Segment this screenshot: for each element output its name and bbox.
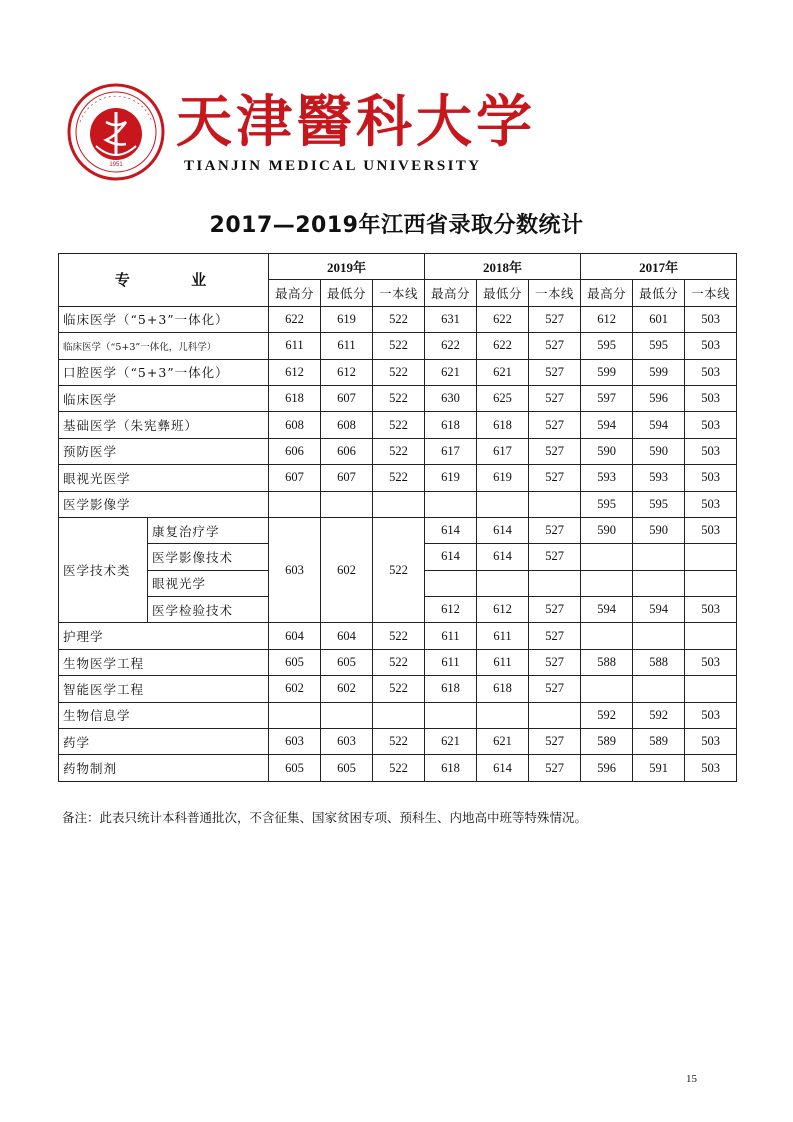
score-cell: 527 — [529, 597, 581, 623]
table-note: 备注：此表只统计本科普通批次，不含征集、国家贫困专项、预科生、内地高中班等特殊情况。 — [62, 810, 588, 825]
table-row — [59, 702, 737, 728]
score-cell: 527 — [529, 544, 581, 570]
score-cell: 611 — [425, 623, 477, 649]
major-name-cell: 药物制剂 — [59, 755, 269, 781]
major-name-cell: 临床医学 — [59, 385, 269, 411]
table-row — [59, 517, 737, 543]
sub-header-min: 最低分 — [321, 280, 373, 306]
score-cell: 612 — [581, 306, 633, 332]
sub-major-name-cell: 医学影像技术 — [148, 544, 269, 570]
score-cell — [425, 491, 477, 517]
document-title: 2017—2019年江西省录取分数统计 — [209, 213, 584, 238]
score-cell: 527 — [529, 385, 581, 411]
score-cell: 594 — [581, 597, 633, 623]
score-cell — [581, 676, 633, 702]
university-logo-english: TIANJIN MEDICAL UNIVERSITY — [184, 158, 482, 174]
score-cell: 602 — [269, 676, 321, 702]
score-cell — [685, 544, 737, 570]
score-cell: 611 — [269, 333, 321, 359]
score-cell: 618 — [425, 755, 477, 781]
score-cell — [581, 544, 633, 570]
score-cell: 605 — [321, 649, 373, 675]
score-cell: 607 — [321, 465, 373, 491]
score-cell: 527 — [529, 755, 581, 781]
score-cell: 588 — [633, 649, 685, 675]
score-cell: 614 — [425, 544, 477, 570]
score-cell — [633, 623, 685, 649]
score-cell: 522 — [373, 676, 425, 702]
score-cell: 503 — [685, 333, 737, 359]
score-cell: 595 — [581, 333, 633, 359]
score-cell: 597 — [581, 385, 633, 411]
score-cell: 608 — [269, 412, 321, 438]
score-cell: 604 — [269, 623, 321, 649]
score-cell: 603 — [321, 729, 373, 755]
score-cell — [477, 702, 529, 728]
score-cell: 527 — [529, 676, 581, 702]
page-number: 15 — [686, 1073, 697, 1085]
score-cell — [685, 623, 737, 649]
score-cell: 599 — [633, 359, 685, 385]
score-cell — [529, 491, 581, 517]
score-cell: 589 — [581, 729, 633, 755]
major-name-cell: 眼视光医学 — [59, 465, 269, 491]
score-cell: 611 — [477, 623, 529, 649]
sub-header-max: 最高分 — [269, 280, 321, 306]
score-cell: 622 — [269, 306, 321, 332]
score-cell: 503 — [685, 438, 737, 464]
score-cell — [685, 676, 737, 702]
score-cell — [477, 491, 529, 517]
score-cell: 605 — [269, 755, 321, 781]
sub-header-min: 最低分 — [633, 280, 685, 306]
score-cell: 527 — [529, 465, 581, 491]
table-row — [59, 465, 737, 491]
score-cell: 590 — [633, 438, 685, 464]
score-cell: 611 — [425, 649, 477, 675]
score-cell: 631 — [425, 306, 477, 332]
major-group-name-cell: 医学技术类 — [59, 517, 148, 623]
sub-major-name-cell: 医学检验技术 — [148, 597, 269, 623]
major-name-cell: 临床医学（“5+3”一体化） — [59, 306, 269, 332]
score-cell: 606 — [321, 438, 373, 464]
score-cell — [529, 570, 581, 596]
university-seal-icon — [66, 82, 166, 182]
score-cell: 503 — [685, 465, 737, 491]
score-cell: 612 — [321, 359, 373, 385]
score-cell: 614 — [477, 544, 529, 570]
table-row — [59, 385, 737, 411]
score-cell: 592 — [581, 702, 633, 728]
score-cell — [321, 702, 373, 728]
score-cell: 590 — [581, 438, 633, 464]
year-header-2018: 2018年 — [425, 254, 581, 280]
score-cell: 527 — [529, 333, 581, 359]
table-row — [59, 623, 737, 649]
major-name-cell: 智能医学工程 — [59, 676, 269, 702]
score-cell: 621 — [477, 729, 529, 755]
score-cell: 612 — [477, 597, 529, 623]
score-cell: 608 — [321, 412, 373, 438]
score-cell: 522 — [373, 359, 425, 385]
score-cell: 503 — [685, 359, 737, 385]
table-row — [59, 438, 737, 464]
score-cell: 503 — [685, 702, 737, 728]
score-cell: 618 — [269, 385, 321, 411]
score-cell: 503 — [685, 755, 737, 781]
score-cell: 503 — [685, 491, 737, 517]
table-row — [59, 359, 737, 385]
score-cell: 522 — [373, 755, 425, 781]
sub-header-max: 最高分 — [425, 280, 477, 306]
score-cell: 621 — [425, 729, 477, 755]
score-cell: 594 — [633, 597, 685, 623]
score-cell — [633, 676, 685, 702]
score-cell — [425, 702, 477, 728]
score-cell: 522 — [373, 649, 425, 675]
score-cell: 611 — [321, 333, 373, 359]
score-cell — [321, 491, 373, 517]
score-cell — [269, 702, 321, 728]
score-cell: 503 — [685, 385, 737, 411]
year-header-2019: 2019年 — [269, 254, 425, 280]
score-cell: 527 — [529, 306, 581, 332]
table-row — [59, 729, 737, 755]
score-cell: 596 — [581, 755, 633, 781]
score-cell: 621 — [477, 359, 529, 385]
score-cell: 619 — [477, 465, 529, 491]
score-cell — [529, 702, 581, 728]
score-cell: 527 — [529, 623, 581, 649]
year-header-2017: 2017年 — [581, 254, 737, 280]
table-row — [59, 412, 737, 438]
major-name-cell: 生物医学工程 — [59, 649, 269, 675]
score-cell: 605 — [321, 755, 373, 781]
score-cell: 618 — [425, 676, 477, 702]
score-cell: 527 — [529, 517, 581, 543]
score-cell — [269, 491, 321, 517]
score-cell: 604 — [321, 623, 373, 649]
score-cell: 622 — [425, 333, 477, 359]
score-cell — [581, 570, 633, 596]
seal-year: 1951 — [109, 162, 123, 168]
score-cell: 614 — [477, 755, 529, 781]
score-cell: 522 — [373, 729, 425, 755]
score-cell: 522 — [373, 438, 425, 464]
score-cell: 594 — [581, 412, 633, 438]
score-cell: 503 — [685, 306, 737, 332]
score-cell: 618 — [425, 412, 477, 438]
score-cell — [581, 623, 633, 649]
major-name-cell: 医学影像学 — [59, 491, 269, 517]
sub-major-name-cell: 康复治疗学 — [148, 517, 269, 543]
score-cell: 503 — [685, 649, 737, 675]
sub-header-min: 最低分 — [477, 280, 529, 306]
score-cell: 622 — [477, 306, 529, 332]
score-cell: 588 — [581, 649, 633, 675]
score-cell: 614 — [425, 517, 477, 543]
table-row — [59, 491, 737, 517]
score-cell-merged: 522 — [373, 517, 425, 623]
score-cell: 612 — [269, 359, 321, 385]
score-cell: 619 — [321, 306, 373, 332]
university-header — [66, 82, 536, 182]
score-cell: 593 — [633, 465, 685, 491]
score-cell: 622 — [477, 333, 529, 359]
score-cell: 522 — [373, 333, 425, 359]
score-cell: 618 — [477, 676, 529, 702]
score-cell: 522 — [373, 306, 425, 332]
score-cell: 602 — [321, 676, 373, 702]
score-cell: 596 — [633, 385, 685, 411]
table-row — [59, 755, 737, 781]
score-cell: 503 — [685, 517, 737, 543]
score-cell: 595 — [633, 333, 685, 359]
major-name-cell: 口腔医学（“5+3”一体化） — [59, 359, 269, 385]
score-cell: 612 — [425, 597, 477, 623]
score-cell: 590 — [633, 517, 685, 543]
major-name-cell: 临床医学（“5+3”一体化，儿科学） — [59, 333, 269, 359]
score-cell: 503 — [685, 412, 737, 438]
score-cell: 607 — [269, 465, 321, 491]
score-cell: 590 — [581, 517, 633, 543]
score-cell: 527 — [529, 649, 581, 675]
score-cell: 621 — [425, 359, 477, 385]
table-row — [59, 676, 737, 702]
score-cell-merged: 603 — [269, 517, 321, 623]
score-cell — [477, 570, 529, 596]
major-header: 专 业 — [59, 254, 269, 307]
score-cell — [685, 570, 737, 596]
score-cell: 592 — [633, 702, 685, 728]
score-cell: 527 — [529, 438, 581, 464]
major-name-cell: 基础医学（朱宪彝班） — [59, 412, 269, 438]
score-cell: 607 — [321, 385, 373, 411]
score-cell: 527 — [529, 359, 581, 385]
score-cell: 522 — [373, 465, 425, 491]
score-cell: 630 — [425, 385, 477, 411]
score-cell-merged: 602 — [321, 517, 373, 623]
major-name-cell: 生物信息学 — [59, 702, 269, 728]
score-cell: 595 — [633, 491, 685, 517]
score-cell — [425, 570, 477, 596]
score-cell: 601 — [633, 306, 685, 332]
table-row — [59, 333, 737, 359]
score-cell: 522 — [373, 623, 425, 649]
sub-header-line: 一本线 — [529, 280, 581, 306]
university-logo-chinese: 天津醫科大学 — [176, 89, 536, 155]
score-cell: 522 — [373, 385, 425, 411]
score-cell: 522 — [373, 412, 425, 438]
score-cell: 527 — [529, 412, 581, 438]
score-cell: 593 — [581, 465, 633, 491]
table-row — [59, 649, 737, 675]
sub-major-name-cell: 眼视光学 — [148, 570, 269, 596]
score-cell: 625 — [477, 385, 529, 411]
table-row — [59, 306, 737, 332]
score-cell: 603 — [269, 729, 321, 755]
score-cell: 617 — [425, 438, 477, 464]
score-cell — [373, 702, 425, 728]
score-cell: 618 — [477, 412, 529, 438]
sub-header-line: 一本线 — [685, 280, 737, 306]
major-name-cell: 预防医学 — [59, 438, 269, 464]
score-cell: 611 — [477, 649, 529, 675]
major-name-cell: 药学 — [59, 729, 269, 755]
score-cell: 614 — [477, 517, 529, 543]
score-cell: 503 — [685, 597, 737, 623]
sub-header-line: 一本线 — [373, 280, 425, 306]
score-cell: 605 — [269, 649, 321, 675]
score-cell: 589 — [633, 729, 685, 755]
score-cell: 503 — [685, 729, 737, 755]
table-header-row-years — [59, 254, 737, 280]
score-cell: 599 — [581, 359, 633, 385]
sub-header-max: 最高分 — [581, 280, 633, 306]
score-cell — [633, 570, 685, 596]
score-cell: 591 — [633, 755, 685, 781]
score-cell: 606 — [269, 438, 321, 464]
score-cell: 619 — [425, 465, 477, 491]
admission-score-table — [58, 253, 737, 782]
score-cell: 527 — [529, 729, 581, 755]
score-cell: 617 — [477, 438, 529, 464]
score-cell: 594 — [633, 412, 685, 438]
score-cell — [373, 491, 425, 517]
score-cell: 595 — [581, 491, 633, 517]
score-cell — [633, 544, 685, 570]
major-name-cell: 护理学 — [59, 623, 269, 649]
